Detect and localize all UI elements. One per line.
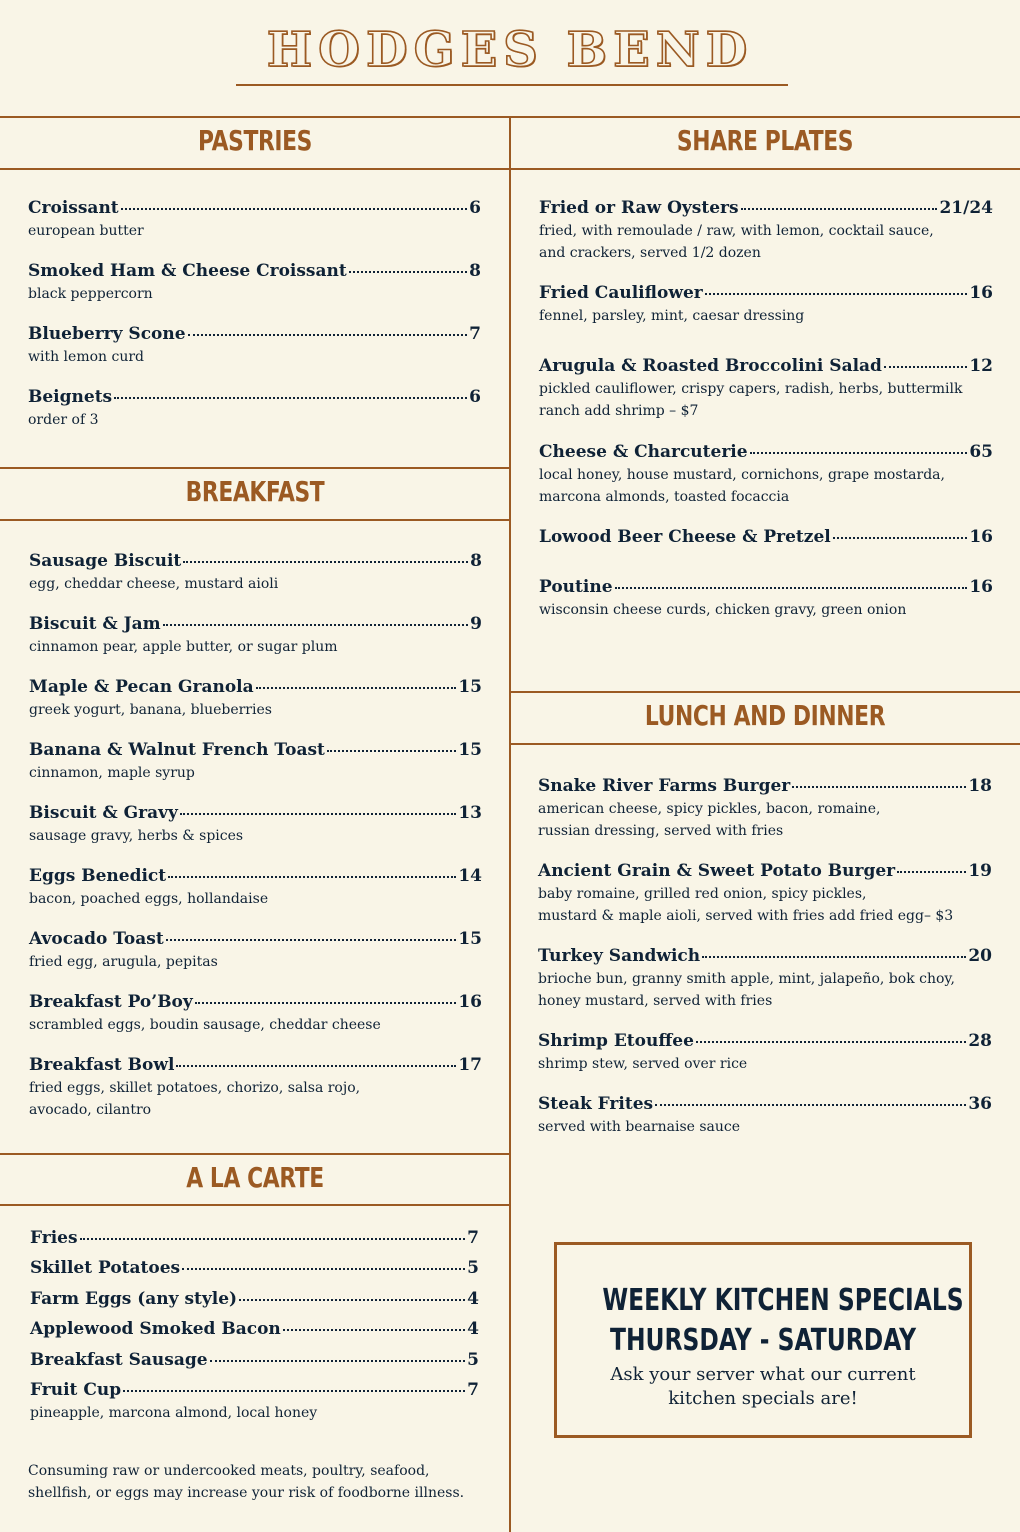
menu-item [539,283,993,327]
item-name: Breakfast Sausage [30,1350,208,1370]
menu-item [30,1228,479,1248]
leader-dots [123,1390,465,1392]
item-price: 7 [467,1380,479,1400]
leader-dots [792,786,966,788]
menu-item [30,1289,479,1309]
item-name: Snake River Farms Burger [538,776,791,796]
item-price: 9 [470,614,482,634]
menu-item [538,1031,992,1075]
leader-dots [696,1041,966,1043]
leader-dots [283,1329,465,1331]
item-name: Maple & Pecan Granola [29,677,254,697]
section-title-a-la-carte: A LA CARTE [186,1161,324,1194]
item-price: 19 [968,861,992,881]
item-price: 20 [968,946,992,966]
item-description: local honey, house mustard, cornichons, grape mostarda, marcona almonds, toasted focaccia [539,467,945,505]
item-price: 14 [458,866,482,886]
item-price: 4 [467,1319,479,1339]
menu-item [29,992,482,1036]
item-description: brioche bun, granny smith apple, mint, jalapeño, bok choy, honey mustard, served with fries [538,971,955,1009]
menu-item [30,1319,479,1339]
item-description: european butter [28,223,144,239]
menu-item [29,614,482,658]
leader-dots [168,876,456,878]
item-price: 13 [458,803,482,823]
leader-dots [897,871,966,873]
leader-dots [655,1104,966,1106]
item-description: fried eggs, skillet potatoes, chorizo, salsa rojo, avocado, cilantro [29,1080,361,1118]
title-underline [236,84,788,86]
menu-item [538,776,992,842]
item-name: Breakfast Bowl [29,1055,175,1075]
item-name: Poutine [539,577,613,597]
item-name: Ancient Grain & Sweet Potato Burger [538,861,896,881]
item-description: shrimp stew, served over rice [538,1056,748,1072]
item-price: 21/24 [939,198,993,218]
item-name: Skillet Potatoes [30,1258,181,1278]
item-name: Beignets [28,387,113,407]
item-price: 7 [467,1228,479,1248]
item-description: fried egg, arugula, pepitas [29,954,218,970]
item-name: Farm Eggs (any style) [30,1289,238,1309]
item-price: 15 [458,929,482,949]
leader-dots [80,1238,466,1240]
specials-days: THURSDAY - SATURDAY [609,1323,917,1358]
menu-item [28,261,481,305]
item-description: pineapple, marcona almond, local honey [30,1405,318,1421]
item-description: fried, with remoulade / raw, with lemon, cocktail sauce, and crackers, served 1/2 dozen [539,223,934,261]
section-title-breakfast: BREAKFAST [185,475,325,508]
menu-item [28,387,481,431]
item-price: 6 [469,387,481,407]
item-name: Avocado Toast [29,929,164,949]
item-price: 16 [458,992,482,1012]
item-name: Biscuit & Gravy [29,803,178,823]
item-price: 6 [469,198,481,218]
leader-dots [195,1002,457,1004]
item-price: 65 [969,442,993,462]
item-description: scrambled eggs, boudin sausage, cheddar cheese [29,1017,381,1033]
column-divider [509,116,511,1532]
leader-dots [349,271,467,273]
divider [0,1204,510,1206]
leader-dots [750,452,968,454]
leader-dots [615,587,968,589]
item-name: Arugula & Roasted Broccolini Salad [539,356,882,376]
item-name: Steak Frites [538,1094,654,1114]
item-description: bacon, poached eggs, hollandaise [29,891,269,907]
item-description: baby romaine, grilled red onion, spicy pickles, mustard & maple aioli, served with fries add fried egg– $3 [538,886,954,924]
item-description: cinnamon, maple syrup [29,765,195,781]
item-name: Breakfast Po’Boy [29,992,193,1012]
item-price: 12 [969,356,993,376]
divider [0,467,510,469]
menu-item [30,1350,479,1370]
restaurant-name: HODGES BEND [266,22,754,78]
menu-item [539,356,993,422]
item-description: sausage gravy, herbs & spices [29,828,244,844]
menu-item [538,946,992,1012]
item-description: american cheese, spicy pickles, bacon, romaine, russian dressing, served with fries [538,801,881,839]
leader-dots [705,293,968,295]
item-name: Eggs Benedict [29,866,167,886]
item-price: 5 [467,1350,479,1370]
item-name: Croissant [28,198,119,218]
item-price: 7 [469,324,481,344]
health-notice: Consuming raw or undercooked meats, poultry, seafood, shellfish, or eggs may increase your risk of foodborne illness. [28,1463,465,1501]
item-description: black peppercorn [28,286,153,302]
item-price: 16 [969,527,993,547]
menu-item [30,1380,479,1424]
item-name: Lowood Beer Cheese & Pretzel [539,527,831,547]
leader-dots [182,1268,465,1270]
item-description: with lemon curd [28,349,144,365]
item-name: Blueberry Scone [28,324,186,344]
menu-item [29,677,482,721]
leader-dots [884,366,967,368]
divider [0,168,1020,170]
item-name: Biscuit & Jam [29,614,161,634]
menu-item [29,803,482,847]
item-description: greek yogurt, banana, blueberries [29,702,272,718]
leader-dots [210,1360,466,1362]
divider [510,691,1020,693]
item-price: 36 [968,1094,992,1114]
item-name: Applewood Smoked Bacon [30,1319,281,1339]
menu-item [538,1094,992,1138]
item-price: 8 [470,551,482,571]
menu-item [539,442,993,508]
leader-dots [833,537,968,539]
menu-item [29,929,482,973]
leader-dots [166,939,457,941]
leader-dots [163,624,469,626]
item-description: pickled cauliflower, crispy capers, radish, herbs, buttermilk ranch add shrimp – $7 [539,381,963,419]
section-title-pastries: PASTRIES [197,124,313,157]
section-title-share-plates: SHARE PLATES [676,124,854,157]
leader-dots [176,1065,456,1067]
leader-dots [188,334,468,336]
leader-dots [327,750,456,752]
menu-item [28,198,481,242]
item-price: 28 [968,1031,992,1051]
item-price: 5 [467,1258,479,1278]
item-price: 18 [968,776,992,796]
item-description: cinnamon pear, apple butter, or sugar plum [29,639,338,655]
leader-dots [256,687,457,689]
item-price: 16 [969,283,993,303]
item-price: 8 [469,261,481,281]
section-title-lunch-dinner: LUNCH AND DINNER [644,699,886,732]
menu-item [539,527,993,547]
leader-dots [114,397,467,399]
leader-dots [183,561,468,563]
item-description: served with bearnaise sauce [538,1119,741,1135]
item-description: wisconsin cheese curds, chicken gravy, green onion [539,602,907,618]
menu-item [539,577,993,621]
item-name: Sausage Biscuit [29,551,182,571]
specials-text: Ask your server what our current kitchen specials are! [610,1364,916,1409]
item-name: Shrimp Etouffee [538,1031,694,1051]
divider [510,743,1020,745]
menu-item [29,740,482,784]
item-name: Turkey Sandwich [538,946,701,966]
item-name: Fried Cauliflower [539,283,703,303]
item-price: 15 [458,740,482,760]
menu-item [29,866,482,910]
item-price: 4 [467,1289,479,1309]
menu-item [29,551,482,595]
divider [0,1153,510,1155]
specials-heading: WEEKLY KITCHEN SPECIALS [602,1283,964,1318]
leader-dots [702,956,966,958]
leader-dots [239,1299,465,1301]
specials-box [554,1242,972,1438]
divider [0,519,510,521]
menu-item [29,1055,482,1121]
item-price: 15 [458,677,482,697]
item-name: Cheese & Charcuterie [539,442,748,462]
menu-item [30,1258,479,1278]
leader-dots [121,208,468,210]
item-name: Fries [30,1228,78,1248]
item-description: fennel, parsley, mint, caesar dressing [539,308,805,324]
item-description: egg, cheddar cheese, mustard aioli [29,576,279,592]
item-price: 16 [969,577,993,597]
item-description: order of 3 [28,412,99,428]
item-name: Smoked Ham & Cheese Croissant [28,261,347,281]
leader-dots [180,813,456,815]
leader-dots [741,208,938,210]
menu-item [28,324,481,368]
menu-item [539,198,993,264]
item-name: Fried or Raw Oysters [539,198,739,218]
item-name: Banana & Walnut French Toast [29,740,325,760]
item-price: 17 [458,1055,482,1075]
item-name: Fruit Cup [30,1380,122,1400]
menu-item [538,861,992,927]
